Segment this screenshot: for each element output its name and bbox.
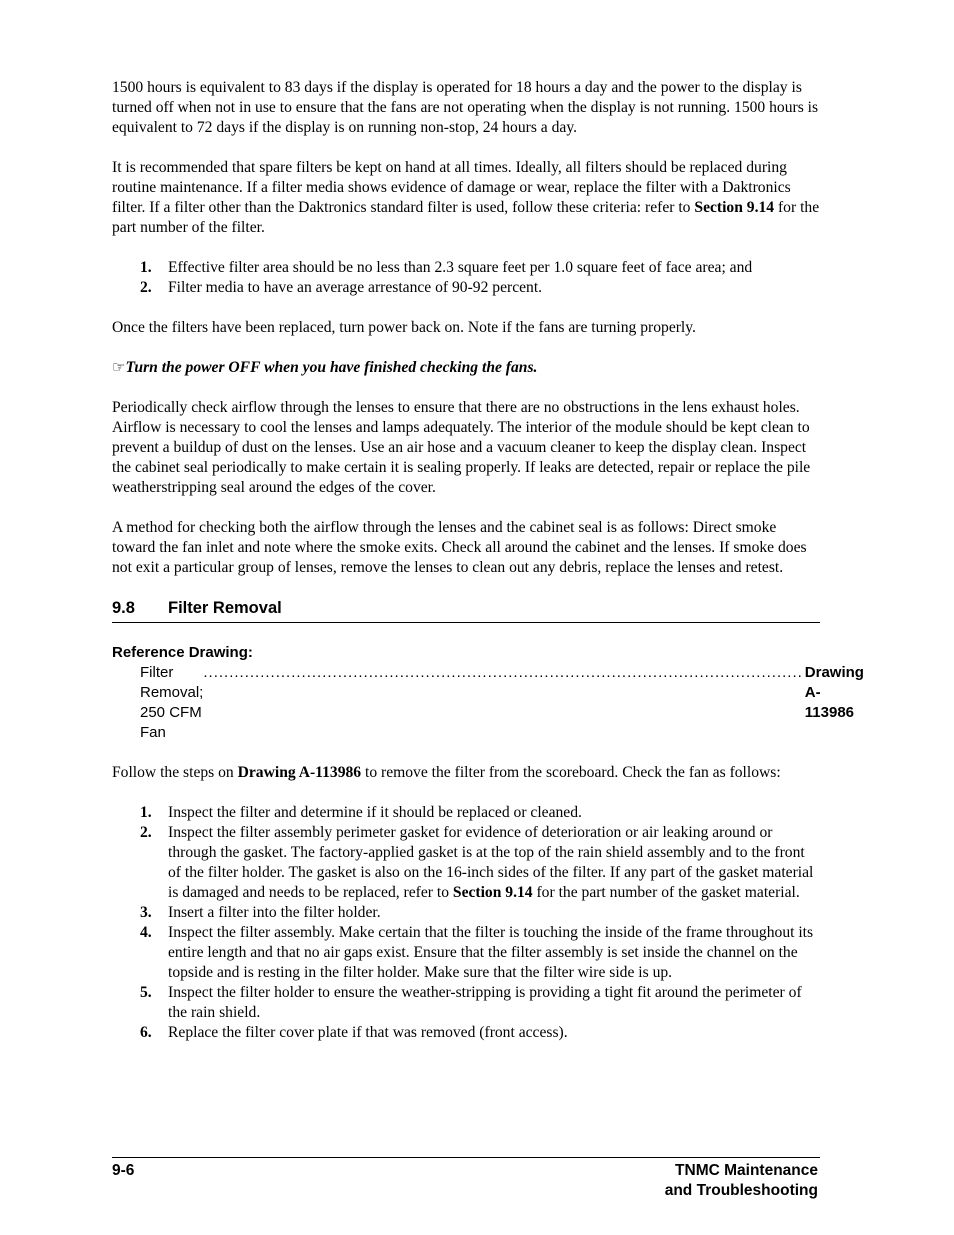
list-item-text: Replace the filter cover plate if that was removed (front access). [168,1024,568,1041]
document-body [112,78,864,1063]
list-number: 1. [140,804,152,821]
list-item [112,803,820,823]
paragraph-text: Follow the steps on [112,764,238,781]
list-item [112,923,820,983]
pointing-hand-icon: ☞ [112,360,126,376]
drawing-reference: Drawing A-113986 [237,764,362,781]
paragraph-text: It is recommended that spare filters be kept on hand at all times. Ideally, all filters should be replaced during routine maintenance. If a filter media shows evidence of damage or wear, replace the filter with a Daktronics filter. If a filter other than the Daktronics standard filter is used, follow these criteria: refer to [112,159,791,216]
list-item-text: Inspect the filter assembly. Make certain that the filter is touching the inside of the frame throughout its entire length and that no air gaps exist. Ensure that the filter assembly is set inside the channel on the topside and is resting in the filter holder. Make sure that the filter wire side is up. [168,924,814,981]
paragraph-text: to remove the filter from the scoreboard. Check the fan as follows: [361,764,781,781]
reference-drawing-entry [112,663,864,743]
page-number: 9-6 [112,1162,135,1179]
list-number: 2. [140,279,152,296]
footer-title [112,1161,820,1201]
list-item-text: Filter media to have an average arrestance of 90-92 percent. [168,279,543,296]
dot-leader: .................................................................................................................... [203,664,803,681]
paragraph-text: for the part number of the filter. [112,199,820,236]
paragraph-filter-hours: 1500 hours is equivalent to 83 days if the display is operated for 18 hours a day and the power to the display is turned off when not in use to ensure that the fans are not operating when the display is not running. 1500 hours is equivalent to 72 days if the display is on running non-stop, 24 hours a day. [112,79,819,136]
paragraph-follow-steps [112,763,820,783]
list-item-text: Inspect the filter assembly perimeter gasket for evidence of deterioration or air leaking around or through the gasket. The factory-applied gasket is at the top of the rain shield assembly and to the front of the filter holder. The gasket is also on the 16-inch sides of the filter. If any part of the gasket material is damaged and needs to be replaced, refer to [168,824,814,901]
list-item-text: for the part number of the gasket material. [532,884,800,901]
list-item-text: Insert a filter into the filter holder. [168,904,381,921]
list-number: 1. [140,259,152,276]
list-item [112,823,820,903]
note-callout [112,358,820,378]
paragraph-smoke-test: A method for checking both the airflow through the lenses and the cabinet seal is as follows: Direct smoke toward the fan inlet and note where the smoke exits. Check all around the cabinet and the lenses. If smoke does not exit a particular group of lenses, remove the lenses to clean out any debris, replace the lenses and retest. [112,519,807,576]
page-footer [112,1157,820,1201]
list-item [112,983,820,1023]
filter-check-steps [112,803,820,1043]
note-text: Turn the power OFF when you have finished checking the fans. [125,359,538,376]
footer-title-line: TNMC Maintenance [675,1162,818,1179]
paragraph-power-on: Once the filters have been replaced, turn power back on. Note if the fans are turning properly. [112,319,696,336]
list-item [112,1023,820,1043]
list-item [112,258,820,278]
section-title: Filter Removal [168,599,282,617]
list-number: 4. [140,924,152,941]
list-item-text: Effective filter area should be no less than 2.3 square feet per 1.0 square feet of face area; and [168,259,753,276]
list-number: 3. [140,904,152,921]
section-reference-link: Section 9.14 [452,884,533,901]
drawing-number: Drawing A-113986 [804,664,864,721]
footer-title-line: and Troubleshooting [664,1182,818,1199]
list-number: 5. [140,984,152,1001]
paragraph-airflow: Periodically check airflow through the lenses to ensure that there are no obstructions in the lens exhaust holes. Airflow is necessary to cool the lenses and lamps adequately. The interior of the module should be kept clean to prevent a buildup of dust on the lenses. Use an air hose and a vacuum cleaner to keep the display clean. Inspect the cabinet seal periodically to make certain it is sealing properly. If leaks are detected, repair or replace the pile weatherstripping seal around the edges of the cover. [112,399,811,496]
section-heading [112,598,820,623]
list-item-text: Inspect the filter holder to ensure the weather-stripping is providing a tight fit around the perimeter of the rain shield. [168,984,802,1021]
list-item [112,278,820,298]
reference-drawing-heading: Reference Drawing: [112,644,253,661]
criteria-list [112,258,820,298]
reference-item: Filter Removal; 250 CFM Fan [140,664,204,741]
list-item-text: Inspect the filter and determine if it should be replaced or cleaned. [168,804,582,821]
section-reference-link: Section 9.14 [694,199,775,216]
list-item [112,903,820,923]
section-number: 9.8 [112,599,135,617]
list-number: 2. [140,824,152,841]
paragraph-spare-filters [112,158,820,238]
list-number: 6. [140,1024,152,1041]
